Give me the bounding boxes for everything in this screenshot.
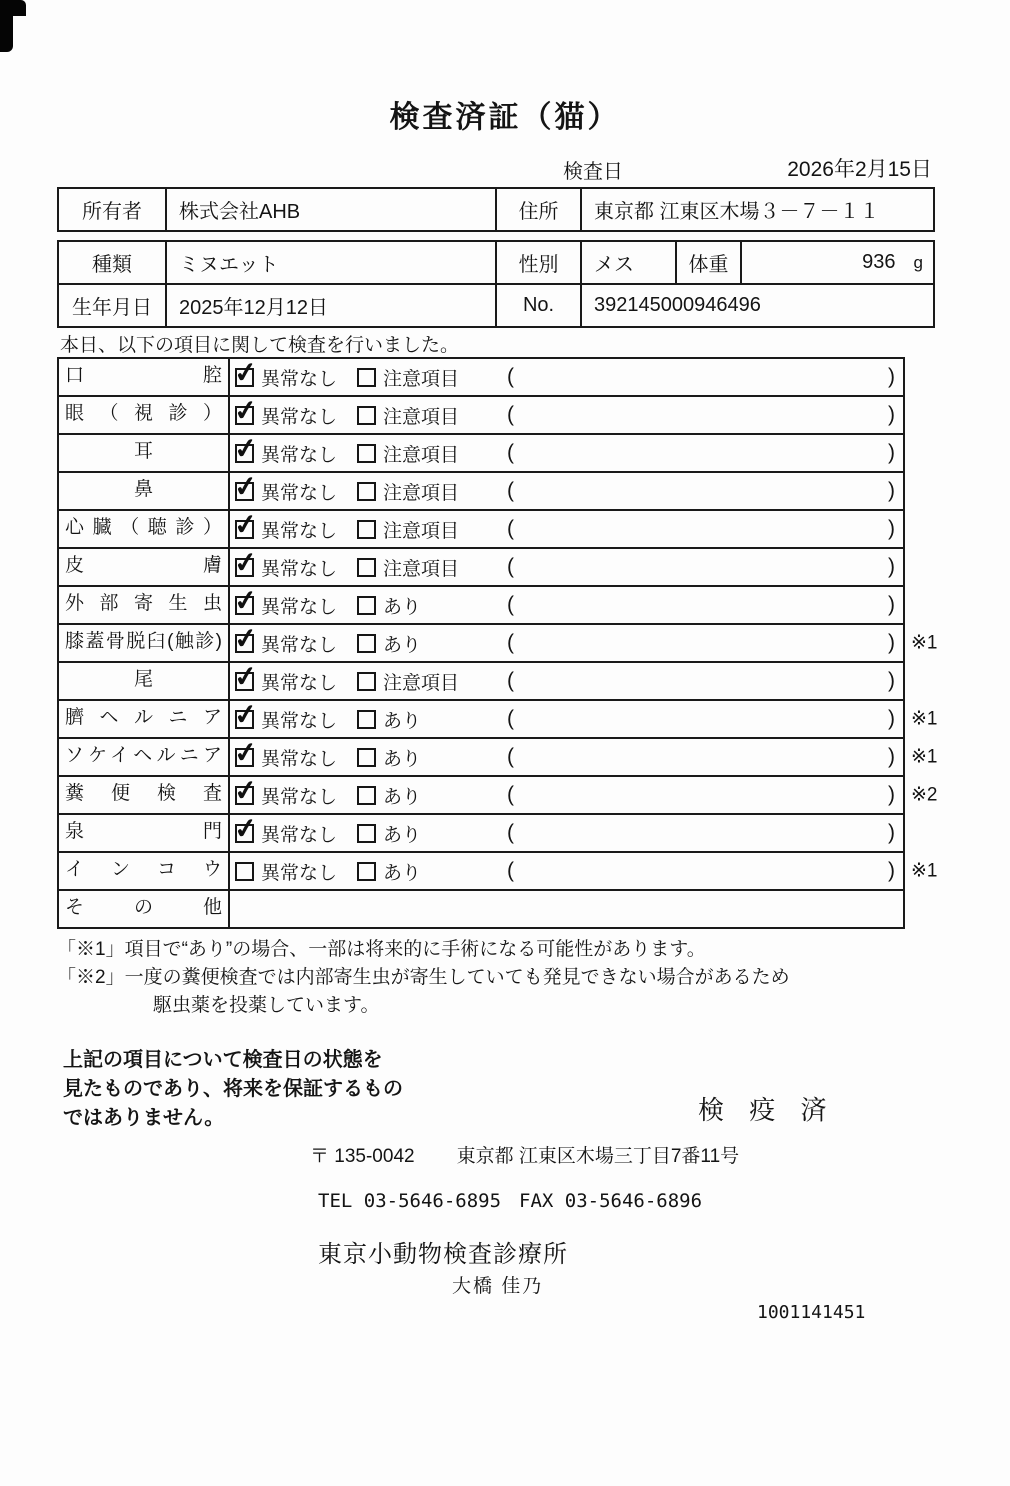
checkbox-attention: [357, 672, 376, 691]
checkbox-no-abnormality: [235, 710, 254, 729]
exam-item-label: 膝蓋骨脱臼(触診): [59, 625, 230, 661]
option-attention: [357, 592, 507, 619]
option-attention: [357, 706, 507, 733]
paren-open: (: [507, 669, 514, 692]
remarks-parentheses: [507, 365, 903, 389]
clinic-tel: TEL 03-5646-6895: [318, 1190, 502, 1212]
option-attention: [357, 744, 507, 771]
option-attention: [357, 630, 507, 657]
exam-row: [59, 701, 938, 739]
checkbox-no-abnormality: [235, 634, 254, 653]
exam-item-label: 外部寄生虫: [59, 587, 230, 623]
owner-label: 所有者: [59, 189, 167, 230]
option-attention-label: あり: [383, 824, 422, 846]
inspection-date-label: 検査日: [563, 161, 623, 183]
remarks-parentheses: [507, 783, 903, 807]
paren-open: (: [507, 365, 514, 388]
postal-code: 〒 135-0042: [310, 1146, 415, 1167]
exam-row: [59, 435, 903, 473]
option-attention: [357, 516, 507, 543]
checkbox-attention: [357, 482, 376, 501]
clinic-address-line: [310, 1141, 739, 1168]
checkbox-attention: [357, 634, 376, 653]
option-no-abnormality-label: 異常なし: [261, 786, 338, 808]
exam-row: [59, 397, 903, 435]
option-no-abnormality: [235, 364, 357, 391]
footnotes: [57, 936, 790, 1020]
pet-table-row-1: [59, 242, 933, 283]
checkbox-attention: [357, 824, 376, 843]
option-attention: [357, 782, 507, 809]
exam-row-content: [230, 397, 903, 433]
paren-open: (: [507, 403, 514, 426]
address-value: 東京都 江東区木場３－７－１１: [594, 201, 880, 223]
paren-close: ): [888, 441, 895, 464]
disclaimer-text: [63, 1046, 403, 1133]
checkbox-no-abnormality: [235, 406, 254, 425]
paren-close: ): [888, 631, 895, 654]
checkbox-no-abnormality: [235, 520, 254, 539]
option-no-abnormality: [235, 668, 357, 695]
remarks-parentheses: [507, 593, 903, 617]
checkbox-no-abnormality: [235, 672, 254, 691]
footnote-1: 「※1」項目で“あり”の場合、一部は将来的に手術になる可能性があります。: [57, 939, 706, 960]
exam-row: [59, 587, 903, 625]
option-no-abnormality: [235, 440, 357, 467]
sex-value: メス: [582, 242, 677, 283]
remarks-parentheses: [507, 479, 903, 503]
sex-label: 性別: [497, 242, 582, 283]
paren-open: (: [507, 631, 514, 654]
exam-row-content: [230, 435, 903, 471]
weight-unit: g: [913, 252, 923, 272]
paren-close: ): [888, 821, 895, 844]
checkbox-no-abnormality: [235, 786, 254, 805]
paren-open: (: [507, 441, 514, 464]
paren-open: (: [507, 517, 514, 540]
checkbox-no-abnormality: [235, 558, 254, 577]
checkbox-no-abnormality: [235, 368, 254, 387]
option-attention-label: 注意項目: [383, 368, 460, 390]
disclaimer-line-3: ではありません。: [63, 1107, 225, 1129]
paren-open: (: [507, 707, 514, 730]
exam-item-label: ソケイヘルニア: [59, 739, 230, 775]
option-no-abnormality-label: 異常なし: [261, 368, 338, 390]
paren-close: ): [888, 593, 895, 616]
birth-value: 2025年12月12日: [167, 285, 497, 326]
paren-close: ): [888, 707, 895, 730]
option-attention: [357, 668, 507, 695]
option-attention-label: 注意項目: [383, 520, 460, 542]
exam-row: [59, 815, 903, 853]
option-no-abnormality: [235, 782, 357, 809]
clinic-address: 東京都 江東区木場三丁目7番11号: [456, 1146, 740, 1167]
paren-open: (: [507, 593, 514, 616]
remarks-parentheses: [507, 859, 903, 883]
option-no-abnormality: [235, 554, 357, 581]
checkbox-no-abnormality: [235, 824, 254, 843]
checkbox-attention: [357, 444, 376, 463]
checkbox-attention: [357, 862, 376, 881]
exam-row-content: [230, 359, 903, 395]
document-code: 1001141451: [757, 1302, 866, 1323]
option-no-abnormality-label: 異常なし: [261, 444, 338, 466]
exam-item-label: 皮膚: [59, 549, 230, 585]
option-no-abnormality: [235, 706, 357, 733]
paren-open: (: [507, 821, 514, 844]
birth-label: 生年月日: [59, 285, 167, 326]
checkbox-attention: [357, 406, 376, 425]
paren-close: ): [888, 783, 895, 806]
paren-close: ): [888, 745, 895, 768]
scan-artifact-bottom: [0, 0, 26, 16]
exam-item-label: 泉門: [59, 815, 230, 851]
exam-item-label: 口腔: [59, 359, 230, 395]
exam-item-label: 心臓（聴診）: [59, 511, 230, 547]
remarks-parentheses: [507, 707, 903, 731]
paren-close: ): [888, 403, 895, 426]
remarks-parentheses: [507, 821, 903, 845]
exam-row: [59, 359, 903, 397]
option-attention: [357, 402, 507, 429]
address-label: 住所: [497, 189, 582, 230]
exam-item-label: その他: [59, 891, 230, 927]
page-title: 検査済証（猫）: [389, 101, 621, 134]
paren-open: (: [507, 479, 514, 502]
reference-note: ※1: [911, 632, 938, 654]
option-attention-label: 注意項目: [383, 482, 460, 504]
checkbox-attention: [357, 710, 376, 729]
option-no-abnormality-label: 異常なし: [261, 824, 338, 846]
remarks-parentheses: [507, 631, 903, 655]
quarantine-passed-stamp: 検 疫 済: [698, 1095, 836, 1125]
breed-value: ミヌエット: [167, 242, 497, 283]
exam-row-content: [230, 739, 938, 775]
remarks-parentheses: [507, 555, 903, 579]
paren-close: ): [888, 555, 895, 578]
option-no-abnormality-label: 異常なし: [261, 596, 338, 618]
pet-table-row-2: [59, 283, 933, 326]
option-no-abnormality-label: 異常なし: [261, 482, 338, 504]
microchip-no-value: 392145000946496: [594, 294, 761, 316]
exam-table: [57, 357, 938, 929]
exam-row: [59, 739, 938, 777]
option-no-abnormality-label: 異常なし: [261, 862, 338, 884]
exam-item-label: 鼻: [59, 473, 230, 509]
remarks-parentheses: [507, 669, 903, 693]
remarks-parentheses: [507, 517, 903, 541]
option-attention: [357, 554, 507, 581]
microchip-no-label: No.: [497, 285, 582, 326]
disclaimer-line-1: 上記の項目について検査日の状態を: [63, 1049, 383, 1071]
option-no-abnormality: [235, 630, 357, 657]
option-attention-label: あり: [383, 634, 422, 656]
checkbox-attention: [357, 520, 376, 539]
paren-open: (: [507, 783, 514, 806]
option-attention: [357, 858, 507, 885]
exam-row: [59, 777, 938, 815]
inspection-date-value: 2026年2月15日: [787, 158, 932, 181]
weight-label: 体重: [677, 242, 742, 283]
exam-row-content: [230, 587, 903, 623]
option-no-abnormality: [235, 744, 357, 771]
breed-label: 種類: [59, 242, 167, 283]
option-no-abnormality: [235, 592, 357, 619]
checkbox-attention: [357, 368, 376, 387]
checkbox-no-abnormality: [235, 444, 254, 463]
footnote-2: 「※2」一度の糞便検査では内部寄生虫が寄生していても発見できない場合があるため: [57, 967, 790, 988]
exam-item-label: 尾: [59, 663, 230, 699]
paren-open: (: [507, 859, 514, 882]
option-no-abnormality-label: 異常なし: [261, 634, 338, 656]
option-no-abnormality: [235, 820, 357, 847]
option-no-abnormality-label: 異常なし: [261, 672, 338, 694]
remarks-parentheses: [507, 403, 903, 427]
exam-row-content: [230, 511, 903, 547]
option-attention: [357, 364, 507, 391]
option-attention-label: あり: [383, 596, 422, 618]
exam-row-content: [230, 473, 903, 509]
clinic-phone-line: [318, 1190, 702, 1212]
option-no-abnormality-label: 異常なし: [261, 520, 338, 542]
exam-row-content: [230, 853, 938, 889]
reference-note: ※1: [911, 708, 938, 730]
exam-row: [59, 511, 903, 549]
exam-item-label: 耳: [59, 435, 230, 471]
owner-table-row: [59, 189, 933, 230]
pet-table: [57, 240, 935, 328]
exam-row: [59, 663, 903, 701]
option-attention-label: あり: [383, 786, 422, 808]
clinic-name: 東京小動物検査診療所: [318, 1241, 568, 1268]
reference-note: ※1: [911, 860, 938, 882]
exam-row-content: [230, 701, 938, 737]
option-attention-label: あり: [383, 748, 422, 770]
option-attention-label: 注意項目: [383, 672, 460, 694]
reference-note: ※1: [911, 746, 938, 768]
exam-row: [59, 549, 903, 587]
checkbox-no-abnormality: [235, 482, 254, 501]
exam-row: [59, 891, 903, 927]
checkbox-no-abnormality: [235, 596, 254, 615]
option-attention: [357, 820, 507, 847]
option-attention: [357, 478, 507, 505]
exam-item-label: 眼（視診）: [59, 397, 230, 433]
exam-item-label: インコウ: [59, 853, 230, 889]
remarks-parentheses: [507, 441, 903, 465]
exam-row: [59, 625, 938, 663]
disclaimer-line-2: 見たものであり、将来を保証するもの: [63, 1078, 403, 1100]
checkbox-attention: [357, 748, 376, 767]
paren-open: (: [507, 555, 514, 578]
paren-close: ): [888, 669, 895, 692]
option-no-abnormality: [235, 478, 357, 505]
examiner-name: 大橋 佳乃: [452, 1276, 544, 1297]
option-no-abnormality: [235, 516, 357, 543]
clinic-fax: FAX 03-5646-6896: [519, 1190, 703, 1212]
exam-row-content: [230, 549, 903, 585]
checkbox-attention: [357, 558, 376, 577]
paren-close: ): [888, 365, 895, 388]
option-attention: [357, 440, 507, 467]
owner-table: [57, 187, 935, 232]
exam-item-label: 臍ヘルニア: [59, 701, 230, 737]
footnote-2-continued: 駆虫薬を投薬しています。: [153, 995, 380, 1016]
paren-open: (: [507, 745, 514, 768]
option-no-abnormality-label: 異常なし: [261, 558, 338, 580]
checkbox-attention: [357, 596, 376, 615]
exam-row-content: [230, 777, 938, 813]
owner-value: 株式会社AHB: [167, 189, 497, 230]
paren-close: ): [888, 859, 895, 882]
checkbox-no-abnormality: [235, 748, 254, 767]
paren-close: ): [888, 517, 895, 540]
weight-cell: [742, 242, 933, 283]
exam-row: [59, 473, 903, 511]
reference-note: ※2: [911, 784, 938, 806]
option-attention-label: 注意項目: [383, 558, 460, 580]
checkbox-no-abnormality: [235, 862, 254, 881]
exam-row-content: [230, 663, 903, 699]
remarks-parentheses: [507, 745, 903, 769]
intro-text: 本日、以下の項目に関して検査を行いました。: [60, 335, 460, 356]
weight-value: 936: [862, 251, 896, 273]
option-no-abnormality: [235, 402, 357, 429]
option-attention-label: 注意項目: [383, 444, 460, 466]
checkbox-attention: [357, 786, 376, 805]
option-attention-label: あり: [383, 710, 422, 732]
exam-item-label: 糞便検査: [59, 777, 230, 813]
exam-row-content: [230, 815, 903, 851]
option-attention-label: 注意項目: [383, 406, 460, 428]
option-attention-label: あり: [383, 862, 422, 884]
option-no-abnormality-label: 異常なし: [261, 748, 338, 770]
option-no-abnormality-label: 異常なし: [261, 406, 338, 428]
option-no-abnormality: [235, 858, 357, 885]
exam-row: [59, 853, 938, 891]
exam-row-content: [230, 891, 903, 927]
paren-close: ): [888, 479, 895, 502]
option-no-abnormality-label: 異常なし: [261, 710, 338, 732]
exam-row-content: [230, 625, 938, 661]
